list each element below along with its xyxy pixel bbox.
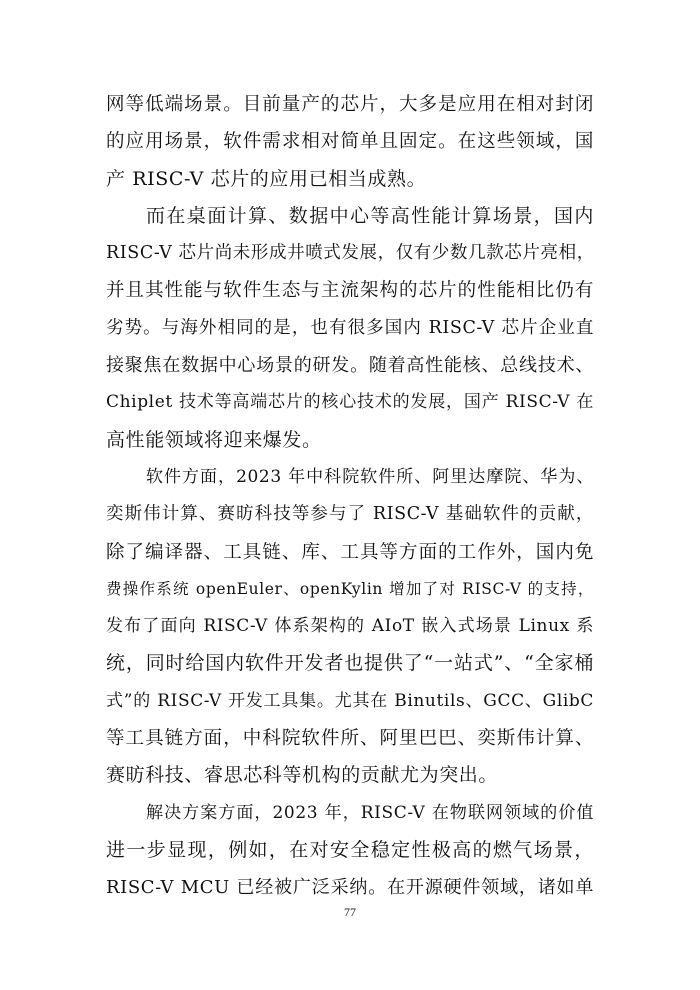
paragraph-1-line-1: 网等低端场景。目前量产的芯片，大多是应用在相对封闭 (106, 94, 594, 115)
paragraph-3-line-9: 赛昉科技、睿思芯科等机构的贡献尤为突出。 (106, 764, 499, 787)
paragraph-3-line-3: 除了编译器、工具链、库、工具等方面的工作外，国内免 (106, 541, 594, 563)
paragraph-3-line-5: 发布了面向 RISC-V 体系架构的 AIoT 嵌入式场景 Linux 系 (106, 616, 594, 637)
paragraph-2-line-7: 高性能领域将迎来爆发。 (106, 428, 322, 451)
paragraph-3-line-1: 软件方面，2023 年中科院软件所、阿里达摩院、华为、 (146, 466, 594, 487)
paragraph-3-line-7: 式”的 RISC-V 开发工具集。尤其在 Binutils、GCC、GlibC (106, 690, 594, 711)
paragraph-2-line-6: Chiplet 技术等高端芯片的核心技术的发展，国产 RISC-V 在 (106, 392, 594, 413)
paragraph-3-line-4: 费操作系统 openEuler、openKylin 增加了对 RISC-V 的支持， (106, 579, 594, 598)
paragraph-3-line-8: 等工具链方面，中科院软件所、阿里巴巴、奕斯伟计算、 (106, 728, 594, 750)
paragraph-1-line-2: 的应用场景，软件需求相对简单且固定。在这些领域，国 (106, 131, 594, 153)
paragraph-3-line-6: 统，同时给国内软件开发者也提供了“一站式”、“全家桶 (106, 652, 594, 675)
paragraph-2-line-1: 而在桌面计算、数据中心等高性能计算场景，国内 (146, 204, 594, 227)
body-text (106, 86, 594, 907)
paragraph-1-line-3: 产 RISC-V 芯片的应用已相当成熟。 (106, 167, 427, 190)
paragraph-3-line-2: 奕斯伟计算、赛昉科技等参与了 RISC-V 基础软件的贡献， (106, 504, 594, 525)
page-number: 77 (344, 905, 356, 919)
paragraph-4-line-2: 进一步显现，例如，在对安全稳定性极高的燃气场景， (106, 838, 594, 861)
paragraph-2-line-5: 接聚焦在数据中心场景的研发。随着高性能核、总线技术、 (106, 355, 594, 377)
paragraph-4-line-1: 解决方案方面，2023 年，RISC-V 在物联网领域的价值 (146, 802, 594, 823)
paragraph-4-line-3: RISC-V MCU 已经被广泛采纳。在开源硬件领域，诸如单 (106, 877, 594, 899)
paragraph-2-line-3: 并且其性能与软件生态与主流架构的芯片的性能相比仍有 (106, 280, 594, 302)
paragraph-2-line-4: 劣势。与海外相同的是，也有很多国内 RISC-V 芯片企业直 (106, 317, 594, 338)
paragraph-2-line-2: RISC-V 芯片尚未形成井喷式发展，仅有少数几款芯片亮相， (106, 243, 595, 264)
